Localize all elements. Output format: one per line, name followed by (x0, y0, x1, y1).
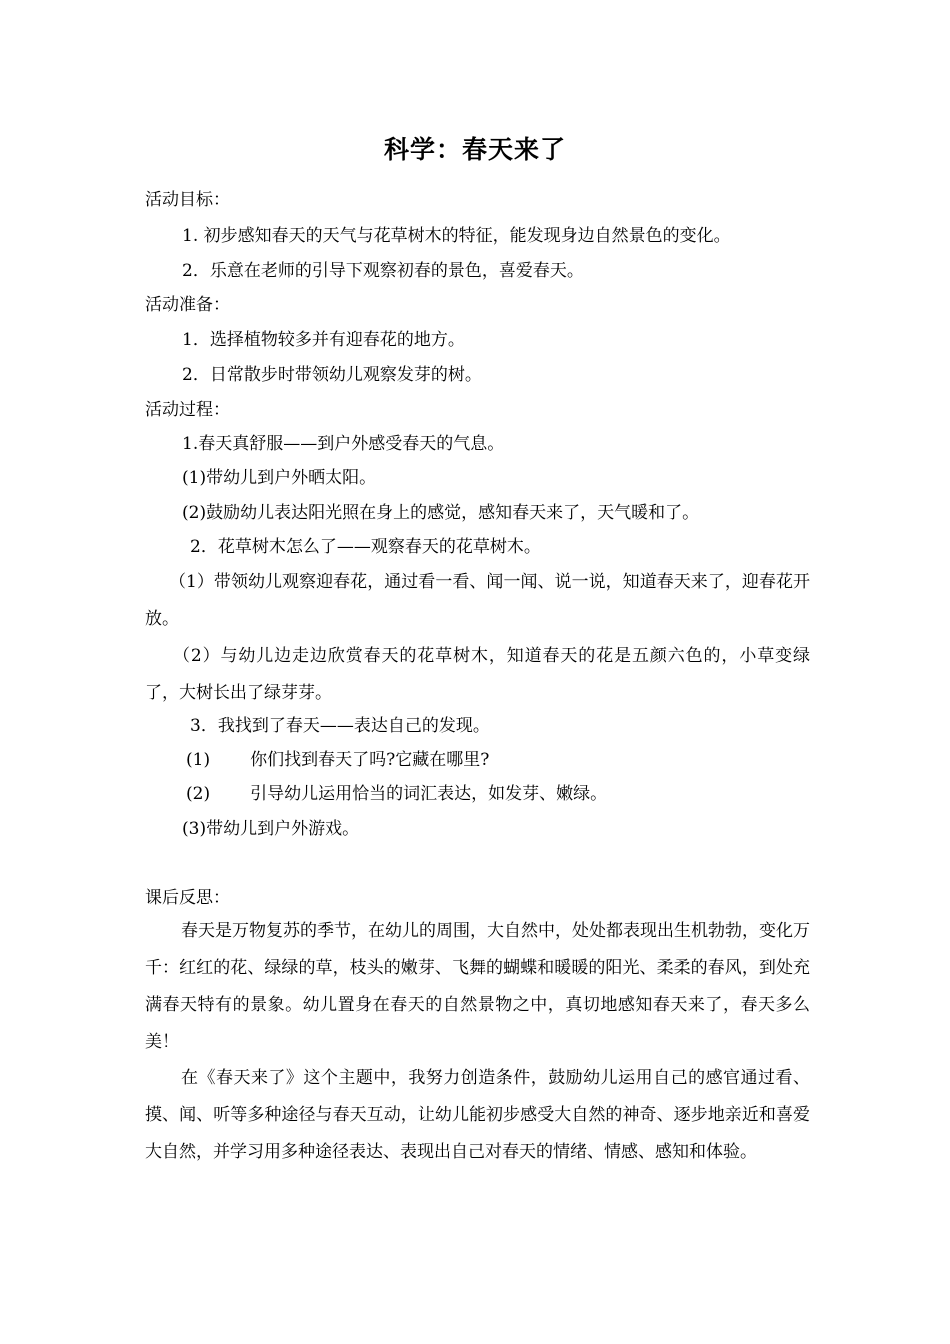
goals-heading: 活动目标： (145, 190, 230, 210)
process-step-1-sub-1: (1)带幼儿到户外晒太阳。 (182, 468, 377, 488)
preparation-item-1: 1．选择植物较多并有迎春花的地方。 (182, 330, 465, 350)
process-step-1-sub-2: (2)鼓励幼儿表达阳光照在身上的感觉，感知春天来了，天气暖和了。 (182, 503, 700, 523)
process-step-2-sub-2: （2）与幼儿边走边欣赏春天的花草树木，知道春天的花是五颜六色的，小草变绿了，大树长出了绿芽芽。 (145, 646, 810, 703)
process-step-3-sub-1-number: (1) (186, 750, 211, 770)
process-step-3-sub-3: (3)带幼儿到户外游戏。 (182, 819, 360, 839)
process-step-3-sub-1-text: 你们找到春天了吗?它藏在哪里? (250, 750, 490, 770)
preparation-item-2: 2．日常散步时带领幼儿观察发芽的树。 (182, 365, 482, 385)
process-step-3: 3．我找到了春天——表达自己的发现。 (190, 716, 490, 736)
process-heading: 活动过程： (145, 400, 230, 420)
goal-item-1: 1. 初步感知春天的天气与花草树木的特征，能发现身边自然景色的变化。 (182, 226, 731, 246)
goal-item-2: 2．乐意在老师的引导下观察初春的景色，喜爱春天。 (182, 261, 584, 281)
process-step-2: 2．花草树木怎么了——观察春天的花草树木。 (190, 537, 541, 557)
page-title: 科学：春天来了 (383, 135, 566, 164)
process-step-1: 1.春天真舒服——到户外感受春天的气息。 (182, 434, 505, 454)
process-step-3-sub-2-number: (2) (186, 784, 211, 804)
reflection-heading: 课后反思： (145, 888, 230, 908)
process-step-3-sub-2-text: 引导幼儿运用恰当的词汇表达，如发芽、嫩绿。 (250, 784, 608, 804)
process-step-3-sub-1 (186, 748, 489, 772)
process-step-2-sub-1: （1）带领幼儿观察迎春花，通过看一看、闻一闻、说一说，知道春天来了，迎春花开放。 (145, 572, 810, 629)
reflection-paragraph-2: 在《春天来了》这个主题中，我努力创造条件，鼓励幼儿运用自己的感官通过看、摸、闻、听等多种途径与春天互动，让幼儿能初步感受大自然的神奇、逐步地亲近和喜爱大自然，并学习用多种途径表达、表现出自己对春天的情绪、情感、感知和体验。 (145, 1068, 810, 1162)
reflection-paragraph-1: 春天是万物复苏的季节，在幼儿的周围，大自然中，处处都表现出生机勃勃，变化万千：红红的花、绿绿的草，枝头的嫩芽、飞舞的蝴蝶和暖暖的阳光、柔柔的春风，到处充满春天特有的景象。幼儿置身在春天的自然景物之中，真切地感知春天来了，春天多么美！ (145, 921, 810, 1052)
process-step-3-sub-2 (186, 782, 607, 806)
preparation-heading: 活动准备： (145, 295, 230, 315)
